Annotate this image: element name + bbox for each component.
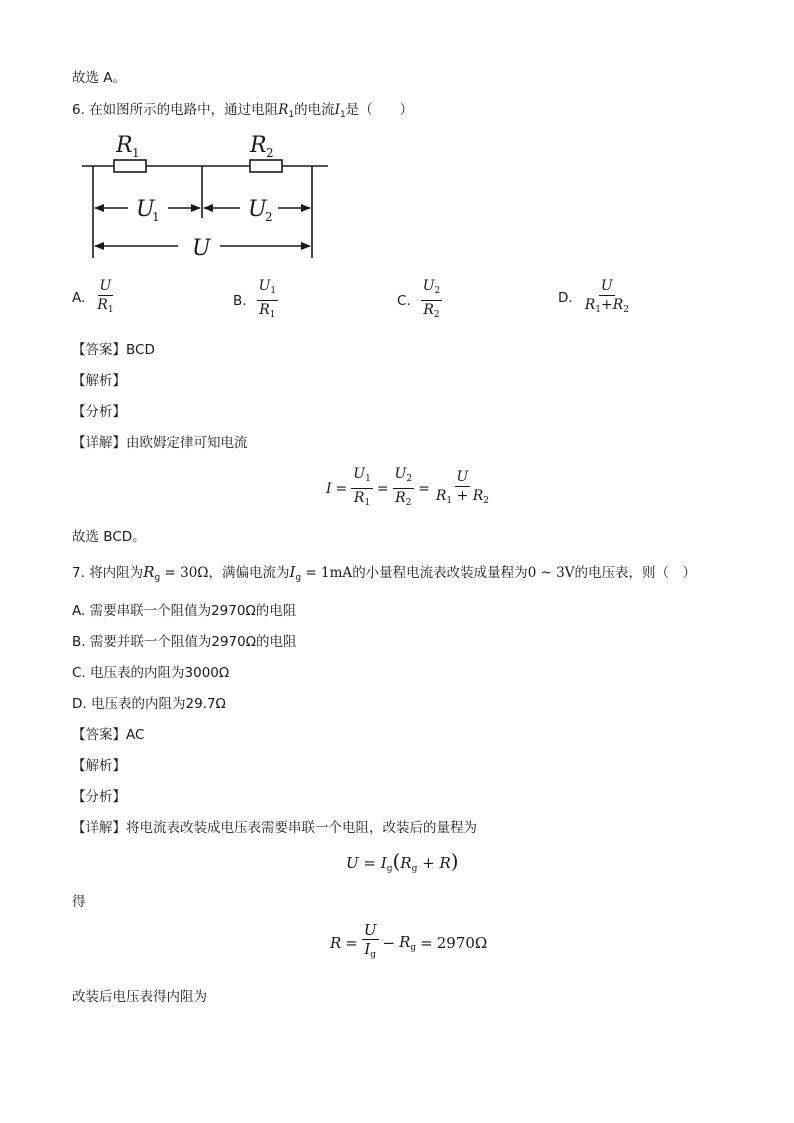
svg-text:2: 2: [266, 146, 274, 160]
question-7: 7. 将内阻为$R_g = 30\Omega$，满偏电流为$I_g = 1mA$的小量程电流表改装成量程为0 ~ 3V的电压表，则（ ）: [72, 563, 697, 583]
question-text: 在如图所示的电路中，通过电阻: [89, 102, 279, 118]
jiexi-6: 【解析】: [72, 373, 126, 389]
label-r2: R: [250, 133, 267, 158]
circuit-diagram: [80, 128, 340, 262]
label-u: U: [192, 236, 211, 261]
q7-option-d[interactable]: D. 电压表的内阻为29.7Ω: [72, 696, 226, 712]
equation-range: $U = I_g(R_g + R)$: [346, 849, 459, 874]
option-a[interactable]: A. $\frac{U}{R_1}$: [72, 278, 114, 315]
fenxi-6: 【分析】: [72, 404, 126, 420]
label-u1: U: [136, 197, 155, 222]
resistor-r2: [250, 160, 282, 172]
svg-text:1: 1: [152, 210, 160, 224]
svg-text:2: 2: [265, 210, 273, 224]
conclusion-a: 故选 A。: [72, 70, 127, 86]
equation-ohms-law: I = $\frac{U_1}{R_1}$ = $\frac{U_2}{R_2}$ = $\frac{U}{R_1 + R_2}$: [326, 466, 490, 508]
question-number: 6.: [72, 102, 85, 118]
label-r1: R: [116, 133, 133, 158]
conclusion-bcd: 故选 BCD。: [72, 529, 146, 545]
last-line: 改装后电压表得内阻为: [72, 989, 207, 1005]
option-d[interactable]: D. $\frac{U}{R_1+R_2}$: [558, 278, 629, 315]
question-6: 6. 在如图所示的电路中，通过电阻$R_1$的电流$I_1$是（ ）: [72, 102, 414, 120]
jiexi-7: 【解析】: [72, 758, 126, 774]
detail-7: 【详解】将电流表改装成电压表需要串联一个电阻，改装后的量程为: [72, 820, 477, 836]
answer-6: 【答案】BCD: [72, 342, 155, 358]
svg-text:1: 1: [132, 146, 140, 160]
de-text: 得: [72, 894, 86, 910]
option-b[interactable]: B. $\frac{U_1}{R_1}$: [233, 278, 277, 320]
q7-option-c[interactable]: C. 电压表的内阻为3000Ω: [72, 665, 230, 681]
option-c[interactable]: C. $\frac{U_2}{R_2}$: [397, 278, 441, 320]
fenxi-7: 【分析】: [72, 789, 126, 805]
q7-option-a[interactable]: A. 需要串联一个阻值为2970Ω的电阻: [72, 603, 297, 619]
resistor-r1: [114, 160, 146, 172]
detail-6: 【详解】由欧姆定律可知电流: [72, 435, 248, 451]
label-u2: U: [248, 197, 267, 222]
q7-option-b[interactable]: B. 需要并联一个阻值为2970Ω的电阻: [72, 634, 297, 650]
equation-resistance: R = $\frac{U}{I_g}$ − $R_g$ = 2970Ω: [330, 921, 488, 960]
answer-7: 【答案】AC: [72, 727, 145, 743]
